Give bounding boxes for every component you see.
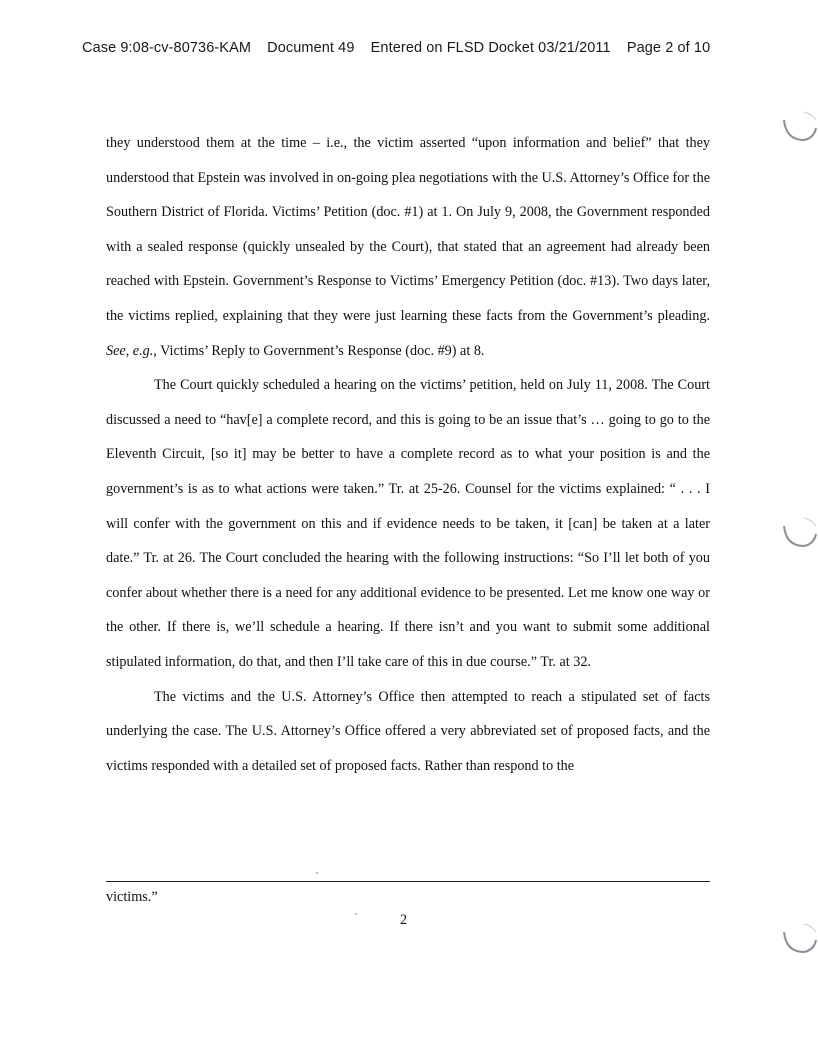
scan-speck [355,913,357,915]
page-number: 2 [400,912,408,928]
footnote-text: victims.” [106,889,158,905]
paragraph-1-text: they understood them at the time – i.e., the victim asserted “upon information and belief” that they understood that Epstein was involved in on-going plea negotiations with the U.S. Attorney’s Office for the Southern District of Florida. Victims’ Petition (doc. #1) at 1. On July 9, 2008, the Government responded with a sealed response (quickly unsealed by the Court), that stated that an agreement had already been reached with Epstein. Government’s Response to Victims’ Emergency Petition (doc. #13). Two days later, the victims replied, explaining that they were just learning these facts from the Government’s pleading. [106,135,710,324]
body-text [106,126,710,783]
paragraph-3: The victims and the U.S. Attorney’s Office then attempted to reach a stipulated set of facts underlying the case. The U.S. Attorney’s Office offered a very abbreviated set of proposed facts, and the victims responded with a detailed set of proposed facts. Rather than respond to the [106,688,710,774]
paragraph-2: The Court quickly scheduled a hearing on the victims’ petition, held on July 11, 2008. The Court discussed a need to “hav[e] a complete record, and this is going to be an issue that’s … going to go to the Eleventh Circuit, [so it] may be better to have a complete record as to what your position is and the government’s is as to what actions were taken.” Tr. at 25-26. Counsel for the victims explained: “ . . . I will confer with the government on this and if evidence needs to be taken, it [can] be taken at a later date.” Tr. at 26. The Court concluded the hearing with the following instructions: “So I’ll let both of you confer about whether there is a need for any additional evidence to be presented. Let me know one way or the other. If there is, we’ll schedule a hearing. If there isn’t and you want to submit some additional stipulated information, do that, and then I’ll take care of this in due course.” Tr. at 32. [106,377,710,670]
docket-entry: Entered on FLSD Docket 03/21/2011 [370,40,611,56]
case-number: Case 9:08-cv-80736-KAM [82,40,252,56]
punch-hole-mark [770,108,818,148]
punch-hole-mark [770,920,818,960]
punch-hole-mark [770,514,818,554]
scan-speck [316,872,318,874]
paragraph-1 [106,126,710,368]
citation-signal: See, e.g., [106,342,157,359]
citation-text: Victims’ Reply to Government’s Response (doc. #9) at 8. [156,342,485,359]
docket-header [82,40,762,56]
page-of-total: Page 2 of 10 [626,40,711,56]
footnote-divider [106,881,710,882]
document-number: Document 49 [267,40,355,56]
